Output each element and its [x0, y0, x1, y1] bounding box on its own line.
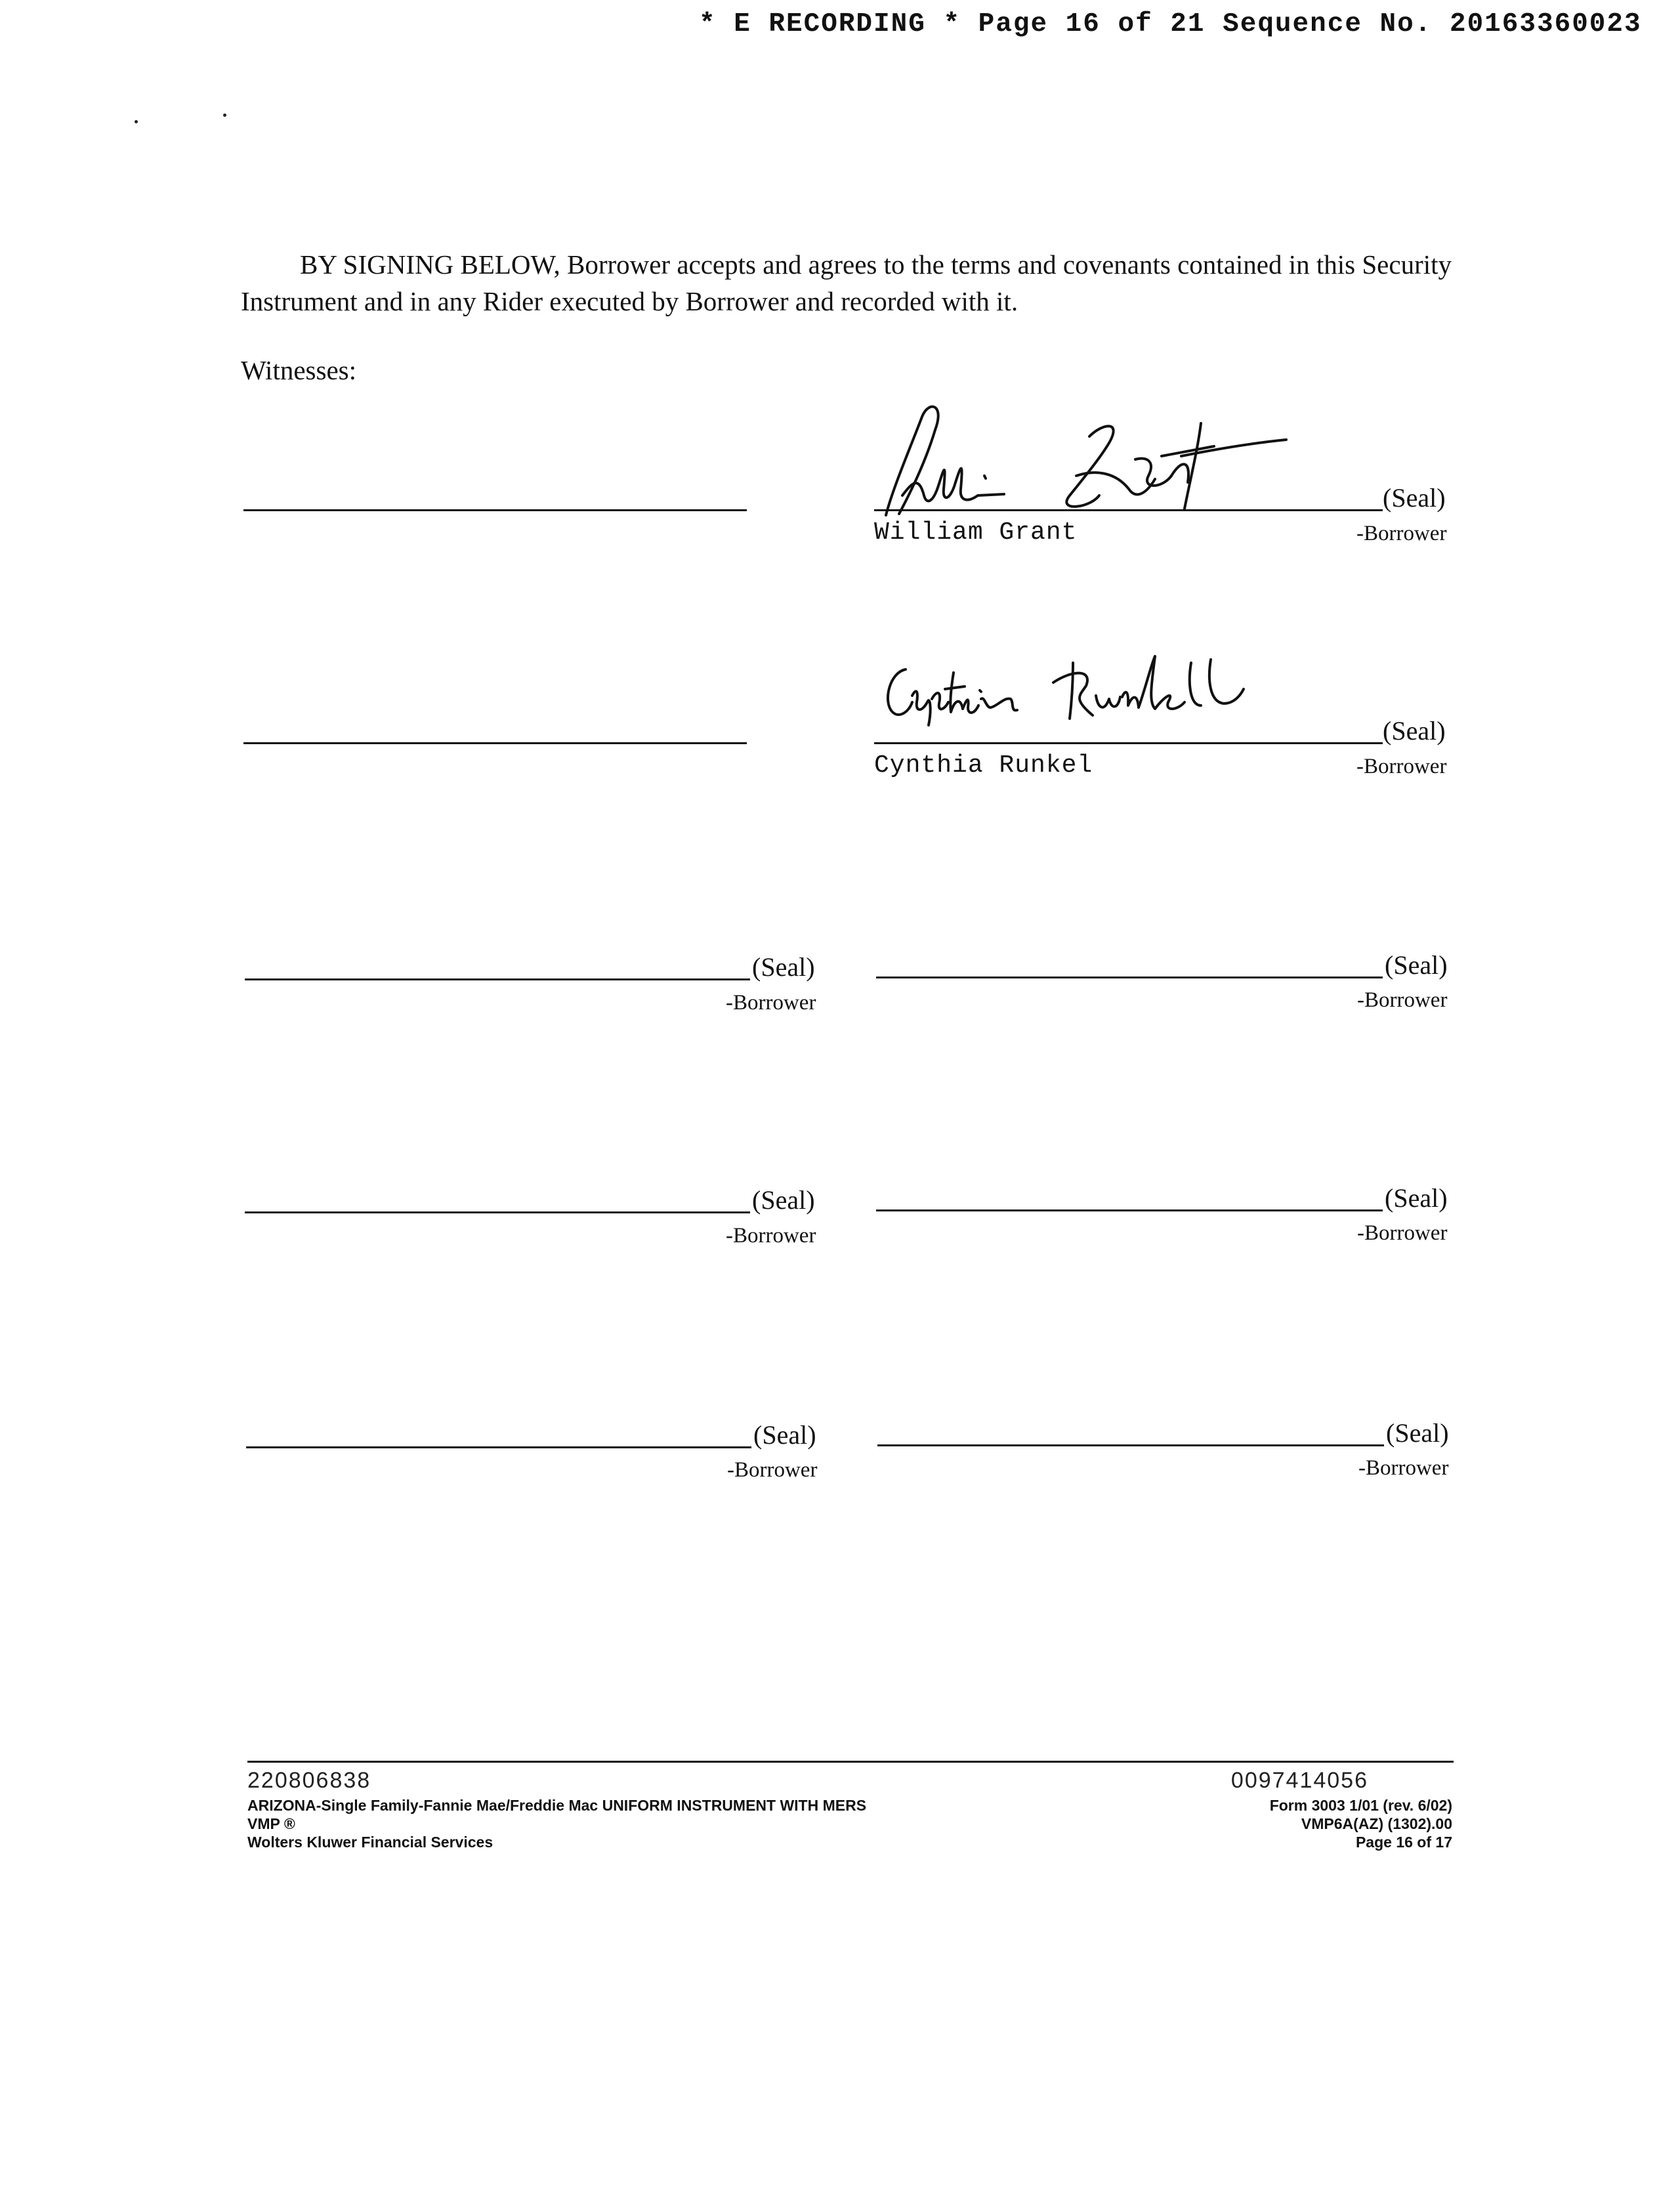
footer-form-info — [1116, 1796, 1452, 1851]
footer-left-line: ARIZONA-Single Family-Fannie Mae/Freddie Mac UNIFORM INSTRUMENT WITH MERS — [247, 1797, 867, 1814]
seal-label: (Seal) — [1385, 1183, 1448, 1213]
footer-left-line: Wolters Kluwer Financial Services — [247, 1834, 494, 1851]
scan-speck — [223, 114, 226, 117]
borrower-role-label: -Borrower — [726, 1224, 816, 1248]
borrower-signature-line — [246, 1446, 751, 1448]
witness-signature-line — [243, 509, 747, 511]
witnesses-label: Witnesses: — [241, 355, 356, 385]
footer-form-description — [247, 1796, 866, 1851]
seal-label: (Seal) — [752, 1185, 815, 1215]
footer-loan-number: 220806838 — [247, 1768, 371, 1793]
borrower-role-label: -Borrower — [1356, 522, 1447, 545]
signature-cynthia-runkel — [876, 650, 1257, 735]
seal-label: (Seal) — [1386, 1418, 1449, 1448]
borrower-role-label: -Borrower — [1358, 1456, 1449, 1480]
borrower-signature-line — [876, 1209, 1383, 1211]
seal-label: (Seal) — [1385, 950, 1448, 980]
seal-label: (Seal) — [752, 952, 815, 982]
recording-header: * E RECORDING * Page 16 of 21 Sequence No. 20163360023 — [699, 9, 1642, 39]
footer-right-line: VMP6A(AZ) (1302).00 — [1301, 1815, 1452, 1832]
signing-paragraph: BY SIGNING BELOW, Borrower accepts and agrees to the terms and covenants contained in this Security Instrument and in any Rider executed by Borrower and recorded with it. — [241, 249, 1452, 316]
seal-label: (Seal) — [1383, 716, 1446, 746]
footer-right-line: Form 3003 1/01 (rev. 6/02) — [1269, 1797, 1452, 1814]
borrower-signature-line — [874, 742, 1383, 744]
witness-signature-line — [243, 742, 747, 744]
borrower-role-label: -Borrower — [727, 1458, 818, 1482]
borrower-signature-line — [245, 978, 750, 980]
borrower-signature-line — [874, 509, 1383, 511]
borrower-role-label: -Borrower — [726, 991, 816, 1015]
borrower-role-label: -Borrower — [1356, 755, 1447, 778]
signature-william-grant — [873, 397, 1293, 528]
scan-speck — [135, 120, 138, 123]
borrower-role-label: -Borrower — [1357, 1221, 1448, 1245]
footer-document-number: 0097414056 — [1230, 1768, 1368, 1793]
borrower-role-label: -Borrower — [1357, 988, 1448, 1012]
seal-label: (Seal) — [753, 1420, 816, 1450]
borrower-typed-name: William Grant — [874, 518, 1078, 547]
footer-rule — [247, 1761, 1454, 1763]
seal-label: (Seal) — [1383, 483, 1446, 513]
footer-right-line: Page 16 of 17 — [1355, 1834, 1452, 1851]
borrower-signature-line — [876, 976, 1383, 978]
footer-left-line: VMP ® — [247, 1815, 295, 1832]
borrower-signature-line — [877, 1444, 1384, 1446]
borrower-signature-line — [245, 1211, 750, 1213]
borrower-typed-name: Cynthia Runkel — [874, 751, 1093, 780]
